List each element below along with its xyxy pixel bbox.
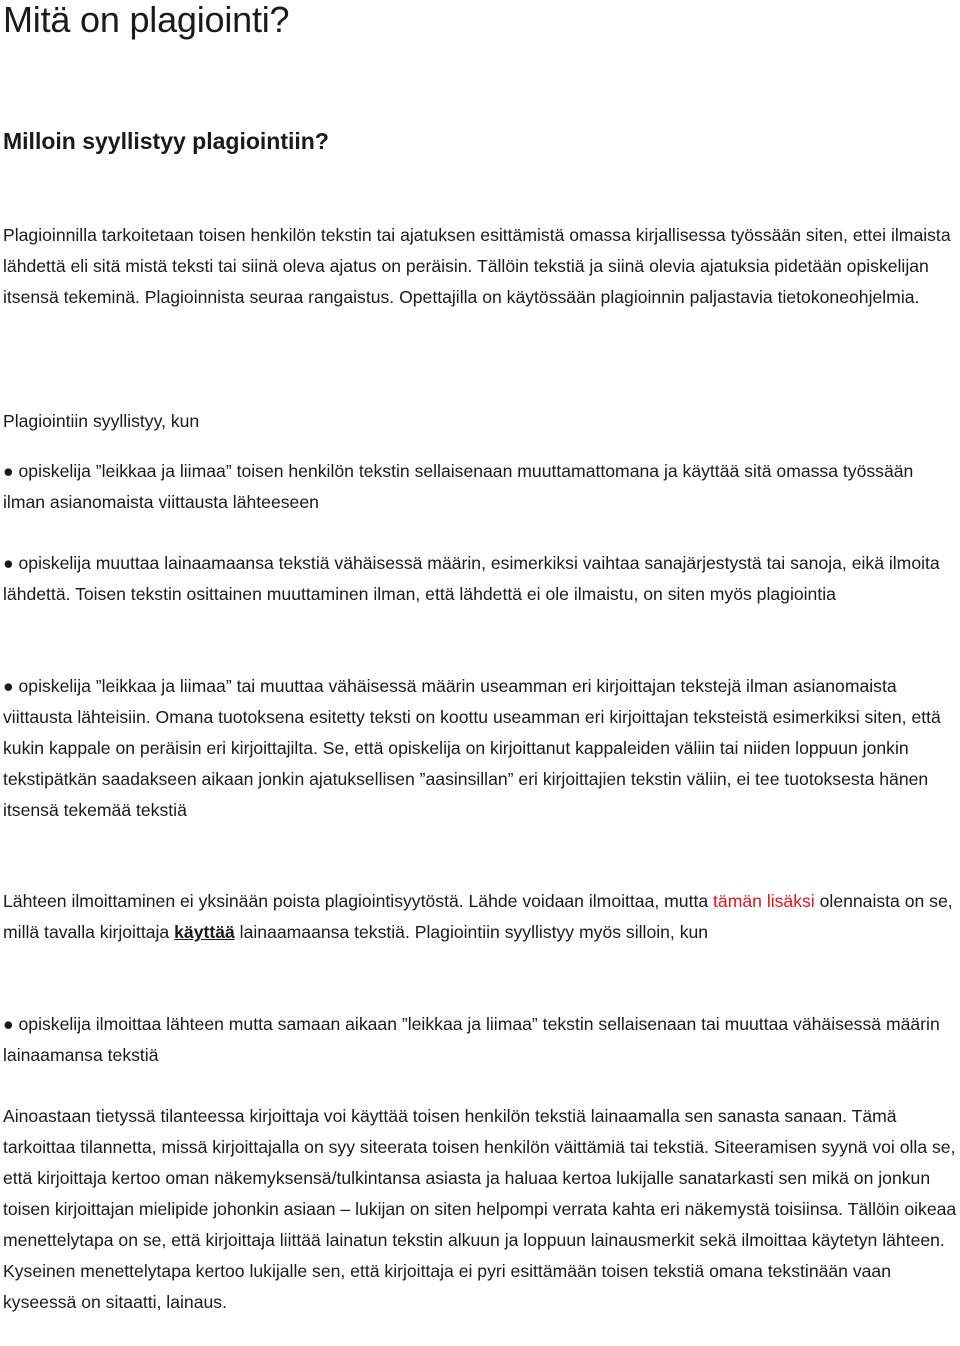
source-note-text-2: olennaista on se, millä tavalla kirjoittaja xyxy=(3,891,953,942)
closing-paragraph: Ainoastaan tietyssä tilanteessa kirjoittaja voi käyttää toisen henkilön tekstiä lainaamalla sen sanasta sanaan. Tämä tarkoittaa tilannetta, missä kirjoittajalla on syy siteerata toisen henkilön väittämiä tai tekstiä. Siteeramisen syynä voi olla se, että kirjoittaja kertoo oman näkemyksensä/tulkintansa asiasta ja haluaa kertoa lukijalle sanatarkasti sen mikä on jonkun toisen kirjoittajan mielipide johonkin asiaan – lukijan on siten helpompi verrata kahta eri näkemystä toisiinsa. Tällöin oikeaa menettelytapa on se, että kirjoittaja liittää lainatun tekstin alkuun ja loppuun lainausmerkit sekä ilmoittaa käytetyn lähteen. Kyseinen menettelytapa kertoo lukijalle sen, että kirjoittaja ei pyri esittämään toisen tekstiä omana tekstinään vaan kyseessä on sitaatti, lainaus. xyxy=(3,1106,957,1312)
source-note-paragraph xyxy=(3,886,960,948)
bullet-paragraph-1: ● opiskelija ”leikkaa ja liimaa” toisen henkilön tekstin sellaisenaan muuttamattomana ja käyttää sitä omassa työssään ilman asianomaista viittausta lähteeseen xyxy=(3,461,914,512)
bullet-paragraph-3: ● opiskelija ”leikkaa ja liimaa” tai muuttaa vähäisessä määrin useamman eri kirjoittajan tekstejä ilman asianomaista viittausta lähteisiin. Omana tuotoksena esitetty teksti on koottu useamman eri kirjoittajan teksteistä esimerkiksi siten, että kukin kappale on peräisin eri kirjoittajilta. Se, että opiskelija on kirjoittanut kappaleiden väliin tai niiden loppuun jonkin tekstipätkän saadakseen aikaan jonkin ajatuksellisen ”aasinsillan” eri kirjoittajien tekstin väliin, ei tee tuotoksesta hänen itsensä tekemää tekstiä xyxy=(3,676,941,820)
guilty-lead-paragraph: Plagiointiin syyllistyy, kun xyxy=(3,411,200,431)
source-note-text-3: lainaamaansa tekstiä. Plagiointiin syyllistyy myös silloin, kun xyxy=(234,922,709,942)
bullet-paragraph-2: ● opiskelija muuttaa lainaamaansa tekstiä vähäisessä määrin, esimerkiksi vaihtaa sanajärjestystä tai sanoja, eikä ilmoita lähdettä. Toisen tekstin osittainen muuttaminen ilman, että lähdettä ei ole ilmaistu, on siten myös plagiointia xyxy=(3,553,940,604)
intro-paragraph: Plagioinnilla tarkoitetaan toisen henkilön tekstin tai ajatuksen esittämistä omassa kirjallisessa työssään siten, ettei ilmaista lähdettä eli sitä mistä teksti tai siinä oleva ajatus on peräisin. Tällöin tekstiä ja siinä olevia ajatuksia pidetään opiskelijan itsensä tekeminä. Plagioinnista seuraa rangaistus. Opettajilla on käytössään plagioinnin paljastavia tietokoneohjelmia. xyxy=(3,225,951,307)
highlight-text: tämän lisäksi xyxy=(713,891,815,911)
page-title: Mitä on plagiointi? xyxy=(3,0,290,40)
section-heading: Milloin syyllistyy plagiointiin? xyxy=(3,128,329,154)
source-note-text-1: Lähteen ilmoittaminen ei yksinään poista plagiointisyytöstä. Lähde voidaan ilmoittaa, mutta xyxy=(3,891,714,911)
bullet-paragraph-cite: ● opiskelija ilmoittaa lähteen mutta samaan aikaan ”leikkaa ja liimaa” tekstin sellaisenaan tai muuttaa vähäisessä määrin lainaamansa tekstiä xyxy=(3,1014,940,1065)
emphasis-text: käyttää xyxy=(174,922,235,942)
